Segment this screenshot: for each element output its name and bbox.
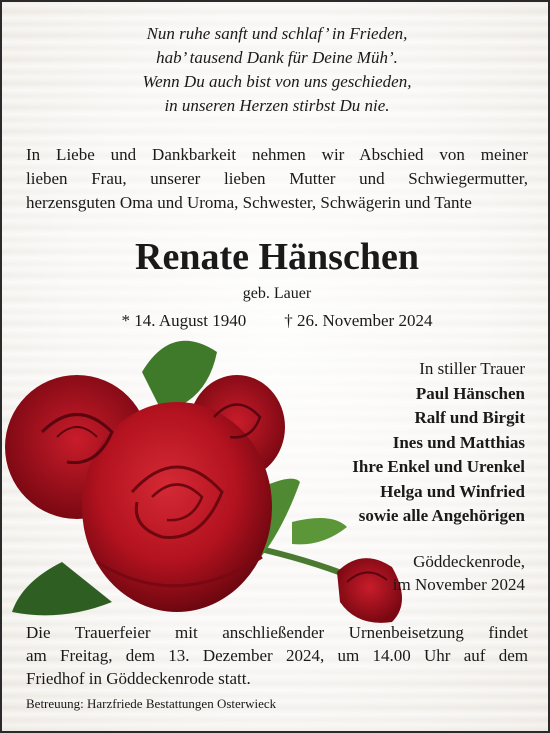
poem-line: hab’ tausend Dank für Deine Müh’. [156, 48, 398, 67]
deceased-name: Renate Hänschen [135, 236, 419, 278]
mourner-name: Paul Hänschen [415, 383, 525, 403]
mourner-name: sowie alle Angehörigen [358, 506, 525, 525]
mourner-name: Ines und Matthias [392, 432, 525, 452]
poem-line: Nun ruhe sanft und schlaf’ in Frieden, [146, 24, 408, 43]
intro-line: lieben Frau, unserer lieben Mutter und Schwiegermutter, [26, 169, 528, 188]
mourners-list [352, 357, 525, 529]
birth-date: * 14. August 1940 [121, 311, 247, 330]
ceremony-line: Friedhof in Göddeckenrode statt. [26, 669, 251, 688]
poem-line: Wenn Du auch bist von uns geschieden, [142, 72, 412, 91]
mourner-name: Ihre Enkel und Urenkel [352, 457, 525, 476]
mourners-lead: In stiller Trauer [419, 359, 525, 378]
mourner-name: Ralf und Birgit [414, 408, 525, 427]
ceremony-line: am Freitag, dem 13. Dezember 2024, um 14.00 Uhr auf dem [26, 646, 528, 665]
place-and-date [393, 550, 525, 596]
notice-date: im November 2024 [392, 575, 525, 594]
intro-text [26, 143, 528, 215]
mourner-name: Helga und Winfried [380, 481, 525, 501]
poem-line: in unseren Herzen stirbst Du nie. [164, 96, 390, 115]
maiden-name: geb. Lauer [242, 285, 312, 302]
death-date: † 26. November 2024 [284, 311, 433, 330]
poem [2, 22, 550, 118]
life-dates [2, 311, 550, 331]
ceremony-text [26, 621, 528, 690]
town: Göddeckenrode, [413, 552, 525, 571]
ceremony-line: Die Trauerfeier mit anschließender Urnenbeisetzung findet [26, 623, 528, 642]
funeral-home-credit: Betreuung: Harzfriede Bestattungen Osterwieck [26, 696, 277, 711]
intro-line: herzensguten Oma und Uroma, Schwester, Schwägerin und Tante [26, 193, 472, 212]
intro-line: In Liebe und Dankbarkeit nehmen wir Abschied von meiner [26, 145, 528, 164]
